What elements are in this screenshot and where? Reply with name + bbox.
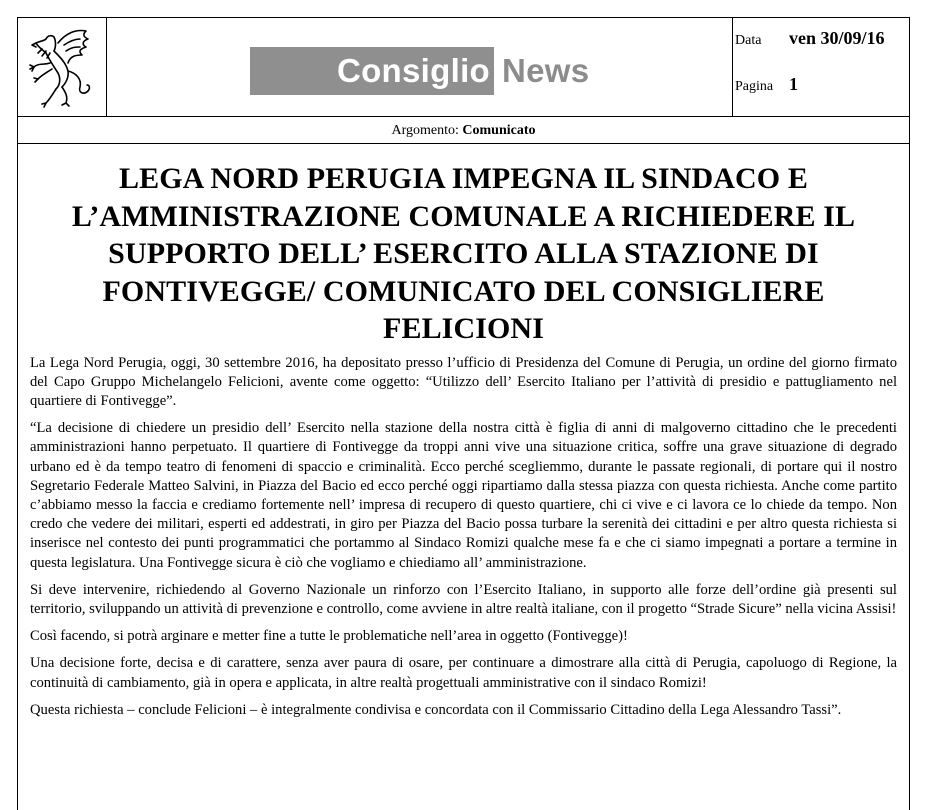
page-number: 1: [789, 74, 798, 94]
topic-label: Argomento:: [391, 123, 459, 138]
logo-cell: [18, 18, 107, 116]
date-label: Data: [735, 33, 762, 48]
date-value: ven 30/09/16: [789, 28, 885, 48]
article-title: LEGA NORD PERUGIA IMPEGNA IL SINDACO E L’AMMINISTRAZIONE COMUNALE A RICHIEDERE IL SUPPORTO DELL’ ESERCITO ALLA STAZIONE DI FONTIVEGGE/ COMUNICATO DEL CONSIGLIERE FELICIONI: [71, 162, 856, 345]
article-body: [30, 354, 897, 720]
page-row: [735, 74, 798, 95]
page-label: Pagina: [735, 79, 774, 94]
article: [18, 144, 909, 728]
metadata-cell: [733, 18, 909, 116]
brand-secondary-text: News: [502, 52, 590, 89]
article-paragraph: Così facendo, si potrà arginare e metter fine a tutte le problematiche nell’area in oggetto (Fontivegge)!: [30, 628, 628, 645]
date-row: [735, 28, 885, 49]
consiglio-news-logo: [250, 46, 589, 96]
brand-box: [250, 47, 494, 95]
document-page: [17, 17, 910, 810]
document-header: [18, 18, 909, 117]
brand-cell: [107, 18, 733, 116]
topic-row: [18, 117, 909, 144]
article-paragraph: Si deve intervenire, richiedendo al Governo Nazionale un rinforzo con l’Esercito Italiano, in supporto alle forze dell’ordine già presenti sul territorio, sviluppando un attività di prevenzione e controllo, come avviene in altre realtà italiane, con il progetto “Strade Sicure” nella vicina Assisi!: [30, 581, 897, 617]
brand-primary-text: Consiglio: [336, 52, 490, 89]
article-paragraph: “La decisione di chiedere un presidio dell’ Esercito nella stazione della nostra città è figlia di anni di malgoverno cittadino che le precedenti amministrazioni hanno perpetuato. Il quartiere di Fontivegge da troppi anni vive una situazione critica, soffre una grave situazione di degrado urbano ed è da tempo teatro di fenomeni di spaccio e criminalità. Ecco perché scegliemmo, durante le passate regionali, di portare qui il nostro Segretario Federale Matteo Salvini, in Piazza del Bacio ed ecco perché oggi ripartiamo dalla stessa piazza con questa richiesta. Anche come partito c’abbiamo messo la faccia e crediamo fortemente nell’ impresa di recupero di questo quartiere, chi ci vive e ci lavora ce lo chiede da tempo. Non credo che vedere dei militari, esperti ed addestrati, in giro per Piazza del Bacio possa turbare la serenità dei cittadini e per altro questa richiesta si inserisce nel contesto dei punti programmatici che portammo al Sindaco Romizi qualche mese fa e che ci siamo impegnati a portare a termine in questa legislatura. Una Fontivegge sicura è ciò che vogliamo e chiediamo all’ amministrazione.: [30, 420, 897, 571]
article-paragraph: Questa richiesta – conclude Felicioni – è integralmente condivisa e concordata con il Commissario Cittadino della Lega Alessandro Tassi”.: [30, 701, 842, 718]
article-paragraph: La Lega Nord Perugia, oggi, 30 settembre 2016, ha depositato presso l’ufficio di Presidenza del Comune di Perugia, un ordine del giorno firmato del Capo Gruppo Michelangelo Felicioni, avente come oggetto: “Utilizzo dell’ Esercito Italiano per l’attività di presidio e pattugliamento nel quartiere di Fontivegge”.: [30, 354, 897, 409]
heraldic-lion-logo: [24, 23, 94, 109]
topic-value: Comunicato: [462, 123, 536, 138]
article-paragraph: Una decisione forte, decisa e di carattere, senza aver paura di osare, per continuare a dimostrare alla città di Perugia, capoluogo di Regione, la continuità di cambiamento, già in opera e applicata, in altre realtà progettuali amministrative con il sindaco Romizi!: [30, 655, 897, 691]
